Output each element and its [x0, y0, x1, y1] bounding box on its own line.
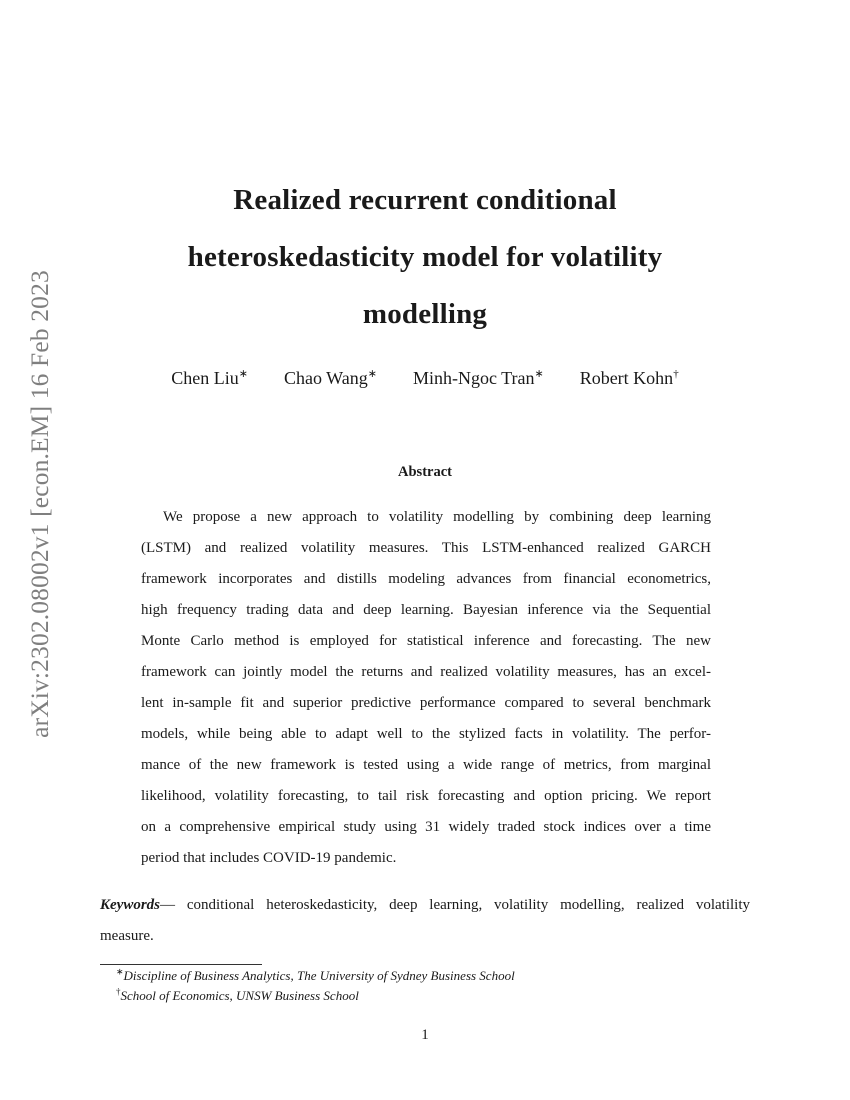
author-affiliation-mark: ∗ [367, 368, 377, 380]
author-affiliation-mark: ∗ [238, 368, 249, 380]
author-list [100, 368, 750, 389]
abstract-line: (LSTM) and realized volatility measures. This LSTM-enhanced realized GARCH [141, 540, 711, 556]
abstract-body [141, 502, 711, 874]
footnote-text: Discipline of Business Analytics, The University of Sydney Business School [123, 968, 515, 983]
abstract-line: mance of the new framework is tested using a wide range of metrics, from marginal [141, 757, 711, 773]
author-name: Chao Wang [284, 368, 368, 388]
author [284, 368, 377, 389]
page-number: 1 [421, 1027, 429, 1043]
keywords-line [100, 890, 750, 921]
abstract-line: likelihood, volatility forecasting, to tail risk forecasting and option pricing. We report [141, 788, 711, 804]
author-name: Chen Liu [171, 368, 239, 388]
abstract-line: Monte Carlo method is employed for statistical inference and forecasting. The new [141, 633, 711, 649]
author-affiliation-mark: ∗ [534, 368, 544, 380]
abstract-line: high frequency trading data and deep learning. Bayesian inference via the Sequential [141, 602, 711, 618]
keywords-label: Keywords [100, 897, 160, 913]
abstract-line: framework incorporates and distills modeling advances from financial econometrics, [141, 571, 711, 587]
footnote-text: School of Economics, UNSW Business School [120, 988, 359, 1003]
arxiv-identifier-stamp [22, 248, 58, 760]
title-line: Realized recurrent conditional [233, 184, 617, 216]
author-affiliation-mark: † [673, 368, 679, 380]
footnote-mark: ∗ [116, 966, 124, 977]
footnote-divider [100, 964, 262, 965]
abstract-line: lent in-sample fit and superior predictive performance compared to several benchmark [141, 695, 711, 711]
keywords-section [100, 890, 750, 952]
abstract-line: We propose a new approach to volatility modelling by combining deep learning [163, 509, 711, 525]
arxiv-identifier-text: arXiv:2302.08002v1 [econ.EM] 16 Feb 2023 [25, 270, 55, 738]
footnote [116, 986, 515, 1006]
abstract-line: on a comprehensive empirical study using 31 widely traded stock indices over a time [141, 819, 711, 835]
author [580, 368, 679, 389]
paper-title [100, 172, 750, 343]
abstract-heading: Abstract [398, 464, 452, 480]
author [171, 368, 248, 389]
footnote [116, 966, 515, 986]
keywords-line: measure. [100, 928, 154, 944]
author-name: Minh-Ngoc Tran [412, 368, 535, 388]
abstract-line: period that includes COVID-19 pandemic. [141, 850, 397, 866]
abstract-line: models, while being able to adapt well to the stylized facts in volatility. The perfor- [141, 726, 711, 742]
abstract-line: framework can jointly model the returns and realized volatility measures, has an excel- [141, 664, 711, 680]
footnote-mark: † [116, 986, 121, 997]
author-name: Robert Kohn [579, 368, 674, 388]
keywords-text: — conditional heteroskedasticity, deep learning, volatility modelling, realized volatility [160, 897, 750, 913]
title-line: heteroskedasticity model for volatility [187, 241, 663, 273]
author [413, 368, 544, 389]
footnotes [116, 966, 515, 1006]
title-line: modelling [362, 298, 488, 330]
